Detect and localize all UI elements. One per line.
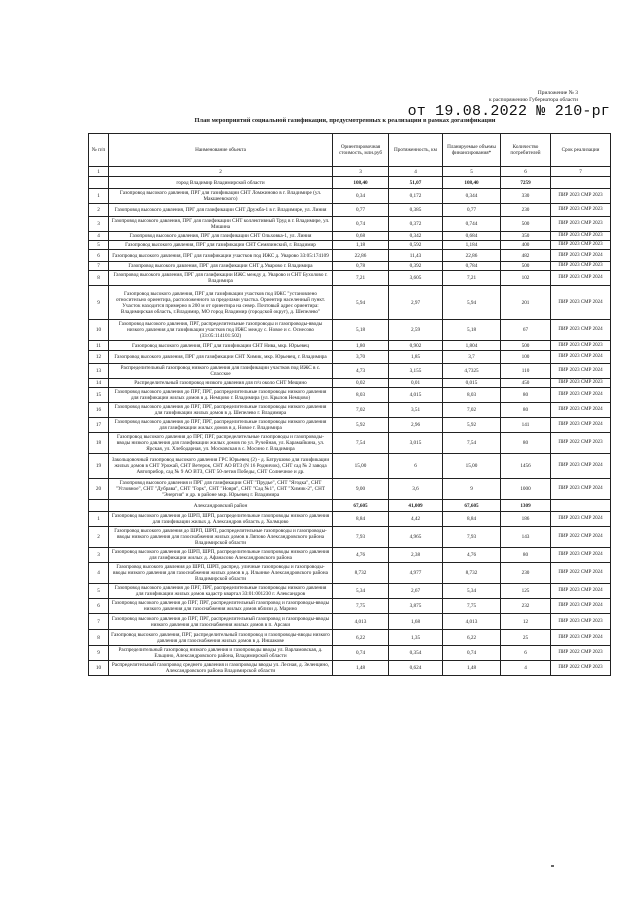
cell-cost: 7,54 (333, 433, 389, 454)
cell-funding: 8,732 (443, 563, 501, 584)
cell-consumers: 80 (501, 403, 551, 418)
cell-cost: 6,22 (333, 630, 389, 646)
table-body (89, 167, 611, 676)
cell-term: ПИР 2023 СМР 2023 (551, 379, 611, 388)
cell-funding: 0,744 (443, 217, 501, 232)
cell-consumers: 201 (501, 286, 551, 320)
col-index: 4 (389, 167, 443, 177)
group-funding: 67,605 (443, 500, 501, 512)
cell-num: 9 (89, 286, 109, 320)
cell-name: Газопровод высокого давления, ПРГ для газификации СНТ Химик, мкр. Юрьевец, г. Владимира (109, 351, 333, 364)
cell-term: ПИР 2023 СМР 2023 (551, 341, 611, 351)
group-cost: 108,40 (333, 177, 389, 189)
cell-consumers: 230 (501, 204, 551, 217)
cell-name: Газопровод высокого давления до ПРГ, ПРГ, распределительные газопроводы низкого давления для газификации жилых домов кадастр квартал 33:01:001230 г. Александров (109, 584, 333, 599)
table-row (89, 341, 611, 351)
cell-funding: 0,684 (443, 232, 501, 241)
cell-consumers: 186 (501, 512, 551, 527)
cell-num: 10 (89, 661, 109, 676)
decree-stamp: от 19.08.2022 № 210-рг (407, 103, 610, 120)
col-index: 3 (333, 167, 389, 177)
cell-length: 4,015 (389, 388, 443, 403)
plan-table (88, 133, 611, 676)
cell-cost: 5,94 (333, 286, 389, 320)
cell-length: 0,372 (389, 217, 443, 232)
cell-length: 2,59 (389, 320, 443, 341)
table-row (89, 320, 611, 341)
cell-length: 1,35 (389, 630, 443, 646)
cell-num: 16 (89, 403, 109, 418)
cell-consumers: 330 (501, 189, 551, 204)
cell-term: ПИР 2022 СМР 2024 (551, 563, 611, 584)
cell-term: ПИР 2023 СМР 2023 (551, 204, 611, 217)
cell-length: 0,902 (389, 341, 443, 351)
cell-length: 4,977 (389, 563, 443, 584)
cell-funding: 5,34 (443, 584, 501, 599)
cell-cost: 7,02 (333, 403, 389, 418)
appendix-line-2: к распоряжению Губернатора области (488, 97, 578, 103)
cell-cost: 7,21 (333, 271, 389, 286)
table-row (89, 217, 611, 232)
cell-consumers: 230 (501, 563, 551, 584)
cell-name: Газопровод высокого давления до ПРГ, ПРГ, распределительные газопроводы низкого давления для газификации жилых домов в д. Немцово г. Владимира (ул. Крылов Немцово) (109, 388, 333, 403)
cell-num: 13 (89, 364, 109, 379)
cell-length: 0,624 (389, 661, 443, 676)
header-num: № п/п (89, 134, 109, 167)
cell-funding: 8,03 (443, 388, 501, 403)
cell-term: ПИР 2022 СМР 2023 (551, 661, 611, 676)
cell-num: 7 (89, 262, 109, 271)
cell-length: 2,96 (389, 418, 443, 433)
cell-consumers: 1000 (501, 479, 551, 500)
cell-name: Газопровод высокого давления и ПРГ для газификации СНТ "Прудье", СНТ "Ягодка", СНТ "Угловное", СНТ "Дубрава", СНТ "Горк", СНТ "Новря", СНТ "Сад №1", СНТ "Химик-2", СНТ "Энергия" и др. в районе мкр. Юрьевец г. Владимира (109, 479, 333, 500)
cell-term: ПИР 2023 СМР 2024 (551, 599, 611, 614)
cell-length: 3,605 (389, 271, 443, 286)
cell-cost: 1,18 (333, 241, 389, 250)
cell-cost: 9,00 (333, 479, 389, 500)
cell-cost: 4,73 (333, 364, 389, 379)
cell-length: 0,172 (389, 189, 443, 204)
cell-cost: 3,70 (333, 351, 389, 364)
cell-name: Газопровод высокого давления, ПРГ для газификации СНТ Семязинский, г. Владимир (109, 241, 333, 250)
cell-num: 8 (89, 271, 109, 286)
cell-name: Газопровод высокого давления, ПРГ для газификации СНТ Дружба-1 в г. Владимире, ул. Линия (109, 204, 333, 217)
col-index: 7 (551, 167, 611, 177)
cell-name: Газопровод высокого давления до ПРГ, ПРГ, распределительный газопровод и газопроводы-вводы низкого давления для газоснабжения жилых домов вблизи д. Марино (109, 599, 333, 614)
cell-name: Газопровод высокого давления до ШРП, ШРП, распределительные газопроводы низкого давления для газификации жилых д. Афанасово Александровского района (109, 548, 333, 563)
cell-name: Газопровод высокого давления до ПРГ, ПРГ, распределительные газопроводы низкого давления для газификации жилых домов в д. Шепелево г. Владимира (109, 403, 333, 418)
table-row (89, 204, 611, 217)
cell-cost: 0,02 (333, 379, 389, 388)
cell-term: ПИР 2023 СМР 2024 (551, 250, 611, 262)
table-row (89, 614, 611, 630)
cell-term: ПИР 2022 СМР 2023 (551, 433, 611, 454)
col-index: 6 (501, 167, 551, 177)
cell-name: Газопровод высокого давления до ШРП, ШРП, распределительные газопроводы низкого давления для газификации жилых д. Александров область д. Холмцово (109, 512, 333, 527)
group-consumers: 7259 (501, 177, 551, 189)
table-row (89, 271, 611, 286)
table-row (89, 379, 611, 388)
cell-term: ПИР 2023 СМР 2023 (551, 232, 611, 241)
cell-term: ПИР 2022 СМР 2024 (551, 527, 611, 548)
header-cost: Ориентировочная стоимость, млн.руб (333, 134, 389, 167)
col-index: 5 (443, 167, 501, 177)
cell-length: 0,385 (389, 204, 443, 217)
cell-name: Газопровод высокого давления, ПРГ, распределительный газопровод и газопроводы-вводы низкого давления для газоснабжения жилых домов в д. Иншакове (109, 630, 333, 646)
cell-name: Газопровод высокого давления, ПРГ для газификации СНТ Ольховка-1, ул. Линия (109, 232, 333, 241)
group-term (551, 500, 611, 512)
cell-term: ПИР 2023 СМР 2024 (551, 286, 611, 320)
cell-consumers: 232 (501, 599, 551, 614)
cell-num: 11 (89, 341, 109, 351)
cell-num: 6 (89, 250, 109, 262)
cell-cost: 0,68 (333, 232, 389, 241)
cell-name: Газопровод высокого давления до ПРГ, ПРГ, распределительные газопроводы и газопроводы-вводы низкого давления для газификации жилых домов по ул. Ручейная, ул. Карамайкина, ул. Ярская, ул. Хлебодарная, ул. Московская в с. Мосино г. Владимира (109, 433, 333, 454)
cell-consumers: 141 (501, 418, 551, 433)
cell-cost: 8,84 (333, 512, 389, 527)
cell-consumers: 500 (501, 341, 551, 351)
table-row (89, 232, 611, 241)
cell-num: 17 (89, 418, 109, 433)
cell-num: 5 (89, 584, 109, 599)
cell-consumers: 80 (501, 433, 551, 454)
table-row (89, 403, 611, 418)
cell-term: ПИР 2023 СМР 2024 (551, 630, 611, 646)
cell-length: 4,42 (389, 512, 443, 527)
cell-cost: 4,76 (333, 548, 389, 563)
cell-funding: 15,00 (443, 454, 501, 479)
cell-funding: 4,76 (443, 548, 501, 563)
cell-name: Газопровод высокого давления до ШРП, ШРП, распределительные газопроводы и газопроводы-вводы низкого давления для газоснабжения жилых домов в Ляпово Александровского района Владимирской области (109, 527, 333, 548)
cell-term: ПИР 2023 СМР 2023 (551, 217, 611, 232)
cell-cost: 1,80 (333, 341, 389, 351)
cell-length: 4,965 (389, 527, 443, 548)
table-row (89, 250, 611, 262)
cell-name: Газопровод высокого давления, ПРГ для газификации СНТ Нива, мкр. Юрьевец (109, 341, 333, 351)
cell-length: 2,67 (389, 584, 443, 599)
cell-term: ПИР 2022 СМР 2023 (551, 646, 611, 661)
group-name: город Владимир Владимирской области (109, 177, 333, 189)
cell-consumers: 80 (501, 388, 551, 403)
cell-name: Газопровод высокого давления до ПРГ, ПРГ, распределительные газопроводы низкого давления для газификации жилых домов в д. Новое г. Владимира (109, 418, 333, 433)
cell-cost: 5,18 (333, 320, 389, 341)
cell-length: 3,155 (389, 364, 443, 379)
cell-num: 3 (89, 217, 109, 232)
scan-artifact (551, 865, 554, 867)
cell-length: 3,875 (389, 599, 443, 614)
table-row (89, 630, 611, 646)
table-row (89, 364, 611, 379)
cell-num: 1 (89, 512, 109, 527)
cell-consumers: 350 (501, 232, 551, 241)
cell-funding: 8,84 (443, 512, 501, 527)
cell-cost: 22,86 (333, 250, 389, 262)
group-length: 41,009 (389, 500, 443, 512)
table-row (89, 512, 611, 527)
cell-term: ПИР 2023 СМР 2024 (551, 320, 611, 341)
cell-funding: 5,94 (443, 286, 501, 320)
cell-funding: 7,75 (443, 599, 501, 614)
cell-num: 4 (89, 232, 109, 241)
cell-length: 11,43 (389, 250, 443, 262)
table-row (89, 286, 611, 320)
cell-consumers: 67 (501, 320, 551, 341)
cell-cost: 0,77 (333, 204, 389, 217)
cell-term: ПИР 2023 СМР 2023 (551, 241, 611, 250)
cell-term: ПИР 2023 СМР 2024 (551, 364, 611, 379)
cell-term: ПИР 2023 СМР 2023 (551, 189, 611, 204)
cell-name: Газопровод высокого давления, ПРГ для газификации участков под ИЖС "установлено относительно ориентира, расположенного за пределами участка. Ориентир населенный пункт. Участок находится примерно в 200 м от ориентира на север. Почтовый адрес ориентира: Владимирская область, г.Владимир, МО город Владимир (городской округ), д. Шепелево" (109, 286, 333, 320)
cell-funding: 4,013 (443, 614, 501, 630)
cell-name: Распределительный газопровод среднего давления и газопроводы вводы ул. Лесная, д. Зеленцино, Александровского района Владимирской области (109, 661, 333, 676)
cell-consumers: 500 (501, 217, 551, 232)
cell-consumers: 143 (501, 527, 551, 548)
cell-name: Газопровод высокого давления, ПРГ для газификации СНТ д.Уварово г. Владимира (109, 262, 333, 271)
cell-funding: 1,804 (443, 341, 501, 351)
cell-funding: 9 (443, 479, 501, 500)
cell-term: ПИР 2023 СМР 2024 (551, 271, 611, 286)
column-index-row (89, 167, 611, 177)
cell-cost: 0,78 (333, 262, 389, 271)
cell-num: 12 (89, 351, 109, 364)
cell-num: 14 (89, 379, 109, 388)
cell-cost: 5,92 (333, 418, 389, 433)
cell-consumers: 1456 (501, 454, 551, 479)
cell-name: Распределительный газопровод низкого давления для газификации участков под ИЖС в с. Спасское (109, 364, 333, 379)
header-funding: Планируемые объемы финансирования* (443, 134, 501, 167)
cell-num: 20 (89, 479, 109, 500)
table-row (89, 433, 611, 454)
cell-funding: 5,18 (443, 320, 501, 341)
cell-term: ПИР 2023 СМР 2024 (551, 454, 611, 479)
cell-funding: 7,54 (443, 433, 501, 454)
cell-consumers: 12 (501, 614, 551, 630)
group-num (89, 177, 109, 189)
cell-consumers: 500 (501, 262, 551, 271)
cell-cost: 1,48 (333, 661, 389, 676)
cell-term: ПИР 2023 СМР 2024 (551, 418, 611, 433)
cell-num: 18 (89, 433, 109, 454)
cell-length: 0,354 (389, 646, 443, 661)
cell-consumers: 80 (501, 548, 551, 563)
table-row (89, 418, 611, 433)
cell-consumers: 450 (501, 379, 551, 388)
table-row (89, 262, 611, 271)
cell-length: 0,01 (389, 379, 443, 388)
cell-consumers: 6 (501, 646, 551, 661)
table-row (89, 388, 611, 403)
cell-name: Газопровод высокого давления до ШРП, ШРП, распред. уличные газопроводы и газопроводы-вводы низкого давления для газоснабжения жилых домов в д. Ильинке Александровского района Владимирской области (109, 563, 333, 584)
cell-num: 4 (89, 563, 109, 584)
appendix-line-1: Приложение № 3 (537, 90, 578, 96)
table-row (89, 646, 611, 661)
cell-length: 3,015 (389, 433, 443, 454)
group-length: 51,07 (389, 177, 443, 189)
cell-term: ПИР 2023 СМР 2024 (551, 388, 611, 403)
col-index: 1 (89, 167, 109, 177)
group-row (89, 177, 611, 189)
cell-length: 3,51 (389, 403, 443, 418)
cell-num: 15 (89, 388, 109, 403)
group-name: Александровский район (109, 500, 333, 512)
cell-name: Распределительный газопровод низкого давления для п/ч около СНТ Мещино (109, 379, 333, 388)
cell-funding: 6,22 (443, 630, 501, 646)
table-row (89, 454, 611, 479)
appendix-note (489, 90, 578, 104)
table-row (89, 584, 611, 599)
cell-name: Распределительный газопровод низкого давления и газопроводы вводы ул. Варламовская, д. Ельцино, Александровского района, Владимирской области (109, 646, 333, 661)
cell-funding: 0,015 (443, 379, 501, 388)
cell-funding: 7,93 (443, 527, 501, 548)
cell-length: 2,38 (389, 548, 443, 563)
header-term: Срок реализации (551, 134, 611, 167)
cell-num: 5 (89, 241, 109, 250)
cell-cost: 7,75 (333, 599, 389, 614)
cell-length: 1,68 (389, 614, 443, 630)
cell-name: Газопровод высокого давления до ПРГ, ПРГ, распределительный газопровод и газопроводы-вводы низкого давления для газоснабжения жилых домов в п. Арсаки (109, 614, 333, 630)
cell-cost: 5,34 (333, 584, 389, 599)
cell-num: 8 (89, 630, 109, 646)
cell-consumers: 110 (501, 364, 551, 379)
cell-term: ПИР 2023 СМР 2023 (551, 614, 611, 630)
group-row (89, 500, 611, 512)
cell-name: Газопровод высокого давления, ПРГ для газификации участков под ИЖС д. Уварово 33:05:174109 (109, 250, 333, 262)
cell-length: 0,392 (389, 262, 443, 271)
cell-funding: 7,21 (443, 271, 501, 286)
cell-funding: 0,344 (443, 189, 501, 204)
cell-term: ПИР 2023 СМР 2024 (551, 548, 611, 563)
cell-name: Газопровод высокого давления, ПРГ для газификации СНТ коллективный Труд в г. Владимире, ул. Мишина (109, 217, 333, 232)
cell-funding: 0,784 (443, 262, 501, 271)
table-row (89, 189, 611, 204)
cell-cost: 7,93 (333, 527, 389, 548)
cell-num: 1 (89, 189, 109, 204)
cell-num: 6 (89, 599, 109, 614)
cell-num: 10 (89, 320, 109, 341)
cell-term: ПИР 2023 СМР 2024 (551, 479, 611, 500)
cell-cost: 0,74 (333, 646, 389, 661)
cell-funding: 3,7 (443, 351, 501, 364)
cell-term: ПИР 2023 СМР 2024 (551, 584, 611, 599)
cell-term: ПИР 2023 СМР 2024 (551, 403, 611, 418)
cell-num: 2 (89, 527, 109, 548)
cell-consumers: 102 (501, 271, 551, 286)
cell-funding: 22,86 (443, 250, 501, 262)
cell-consumers: 25 (501, 630, 551, 646)
table-row (89, 479, 611, 500)
cell-num: 2 (89, 204, 109, 217)
cell-length: 0,342 (389, 232, 443, 241)
cell-funding: 1,184 (443, 241, 501, 250)
cell-consumers: 4 (501, 661, 551, 676)
cell-funding: 0,77 (443, 204, 501, 217)
group-term (551, 177, 611, 189)
group-funding: 108,40 (443, 177, 501, 189)
table-row (89, 527, 611, 548)
cell-consumers: 482 (501, 250, 551, 262)
cell-length: 1,85 (389, 351, 443, 364)
cell-num: 7 (89, 614, 109, 630)
cell-name: Газопровод высокого давления, ПРГ для газификации СНТ Ломжиново в г. Владимире (ул. Макшеевского) (109, 189, 333, 204)
cell-consumers: 125 (501, 584, 551, 599)
table-row (89, 563, 611, 584)
table-row (89, 351, 611, 364)
header-name: Наименование объекта (109, 134, 333, 167)
cell-length: 2,97 (389, 286, 443, 320)
cell-funding: 1,48 (443, 661, 501, 676)
cell-term: ПИР 2023 СМР 2024 (551, 351, 611, 364)
cell-num: 19 (89, 454, 109, 479)
group-cost: 67,605 (333, 500, 389, 512)
cell-consumers: 400 (501, 241, 551, 250)
col-index: 2 (109, 167, 333, 177)
cell-cost: 0,34 (333, 189, 389, 204)
cell-cost: 8,732 (333, 563, 389, 584)
cell-length: 6 (389, 454, 443, 479)
cell-funding: 4,7325 (443, 364, 501, 379)
table-row (89, 599, 611, 614)
cell-cost: 4,013 (333, 614, 389, 630)
table-row (89, 548, 611, 563)
cell-name: Закольцовочный газопровод высокого давления ГРС Юрьевец (2) - д. Батрушово для газификации жилых домов в СНТ Урожай, СНТ Ветерок, СНТ АО ВТЗ (N 16 Родничок), СНТ сад № 2 завода Автоприбор, сад № 9 АО ВТЗ, СНТ 50-летия Победы, СНТ Солнечное и др. (109, 454, 333, 479)
cell-funding: 5,92 (443, 418, 501, 433)
cell-consumers: 100 (501, 351, 551, 364)
cell-term: ПИР 2023 СМР 2024 (551, 512, 611, 527)
group-num (89, 500, 109, 512)
header-length: Протяженность, км (389, 134, 443, 167)
group-consumers: 1309 (501, 500, 551, 512)
cell-cost: 8,03 (333, 388, 389, 403)
cell-term: ПИР 2023 СМР 2023 (551, 262, 611, 271)
document-title: План мероприятий социальной газификации, предусмотренных к реализации в рамках догазификации (194, 117, 496, 124)
cell-cost: 0,74 (333, 217, 389, 232)
cell-num: 9 (89, 646, 109, 661)
table-header-row (89, 134, 611, 167)
cell-name: Газопровод высокого давления, ПРГ, распределительные газопроводы и газопроводы-вводы низкого давления для газификации участков под ИЖС между с. Новое и с. Оснесово (33:05:114101:502) (109, 320, 333, 341)
cell-cost: 15,00 (333, 454, 389, 479)
cell-num: 3 (89, 548, 109, 563)
cell-length: 0,592 (389, 241, 443, 250)
cell-name: Газопровод высокого давления, ПРГ для газификации ИЖС между д. Уварово и СНТ Бухолово г. Владимира (109, 271, 333, 286)
cell-funding: 7,02 (443, 403, 501, 418)
cell-funding: 0,74 (443, 646, 501, 661)
table-row (89, 661, 611, 676)
cell-length: 3,6 (389, 479, 443, 500)
table-row (89, 241, 611, 250)
header-consumers: Количество потребителей (501, 134, 551, 167)
